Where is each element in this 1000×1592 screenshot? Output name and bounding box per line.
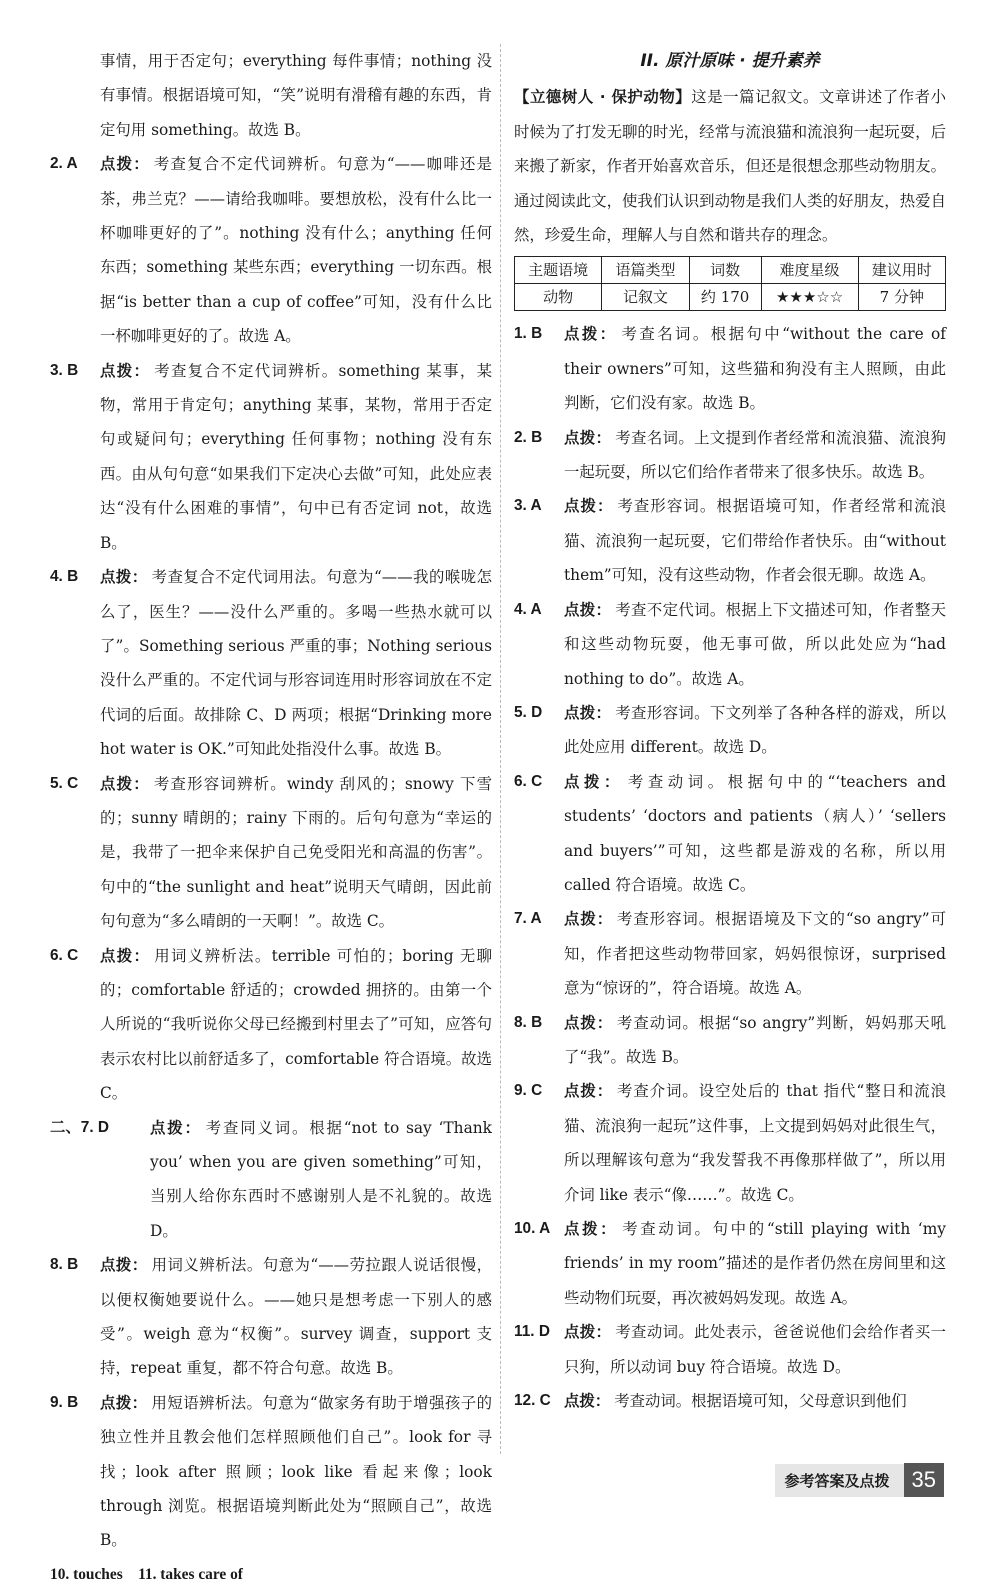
answer-text: 考查不定代词。根据上下文描述可知，作者整天和这些动物玩耍，他无事可做，所以此处应为“had nothing to do”。故选 A。 [564,600,946,688]
answer-number: 3. A [514,497,542,515]
answer-tag: 点拨： [564,1323,612,1342]
answer-number: 9. B [50,1393,79,1411]
answer-item [514,696,946,765]
answer-item [514,489,946,592]
answer-tag: 点拨： [564,1220,619,1238]
answer-text: 考查动词。句中的“still playing with ‘my friends’ in my room”描述的是作者仍然在房间里和这些动物们玩耍，再次被妈妈发现。故选 A。 [564,1220,946,1307]
answer-text: 考查形容词。根据语境及下文的“so angry”可知，作者把这些动物带回家，妈妈很惊讶，surprised 意为“惊讶的”，符合语境。故选 A。 [564,910,946,998]
answer-text: 考查形容词辨析。windy 刮风的；snowy 下雪的；sunny 晴朗的；rainy 下雨的。后句句意为“幸运的是，我带了一把伞来保护自己免受阳光和高温的伤害”。句中的“the sunlight and heat”说明天气晴朗，因此前句句意为“多么晴朗的一天啊！”。故选 C。 [100,774,492,931]
answer-item [50,1111,492,1249]
answer-number: 4. A [514,600,542,618]
answer-item [514,1384,946,1418]
answer-item [514,1212,946,1315]
answer-number: 2. B [514,428,543,446]
answer-item [514,1006,946,1075]
table-header-cell: 词数 [689,257,761,284]
answer-item [514,1074,946,1212]
answer-item [50,1248,492,1386]
answer-tag: 点拨： [564,325,618,344]
table-header-cell: 语篇类型 [602,257,689,284]
footer-label: 参考答案及点拨 [775,1464,904,1497]
answer-text: 考查名词。根据句中“without the care of their owners”可知，这些猫和狗没有主人照顾，由此判断，它们没有家。故选 B。 [564,325,946,413]
answer-text: 用词义辨析法。句意为“——劳拉跟人说话很慢，以便权衡她要说什么。——她只是想考虑一下别人的感受”。weigh 意为“权衡”。survey 调查，support 支持，repeat 重复，都不符合句意。故选 B。 [100,1256,492,1378]
answer-number: 9. C [514,1082,543,1100]
answer-tag: 点拨： [564,1392,611,1411]
answer-text: 考查介词。设空处后的 that 指代“整日和流浪猫、流浪狗一起玩”这件事，上文提到妈妈对此很生气，所以理解该句意为“我发誓我不再像那样做了”，所以用介词 like 表示“像……”。故选 C。 [564,1082,946,1204]
answer-tag: 点拨： [564,703,612,722]
table-header-cell: 难度星级 [761,257,858,284]
table-header-cell: 建议用时 [858,257,945,284]
theme-badge: 【立德树人 · 保护动物】 [514,88,692,107]
answer-item [514,902,946,1005]
answer-tag: 点拨： [564,910,614,929]
answer-item [50,560,492,766]
section-title: II. 原汁原味 · 提升素养 [640,51,820,71]
answer-text: 考查形容词。根据语境可知，作者经常和流浪猫、流浪狗一起玩耍，它们带给作者快乐。由“without them”可知，没有这些动物，作者会很无聊。故选 A。 [564,497,946,585]
answer-item [50,939,492,1111]
answer-tag: 点拨： [564,428,612,447]
answer-number: 8. B [514,1013,543,1031]
answer-number: 12. C [514,1392,551,1410]
answer-tag: 点拨： [150,1118,202,1137]
answer-item [50,767,492,939]
answer-number: 2. A [50,155,78,173]
answer-text: 用词义辨析法。terrible 可怕的；boring 无聊的；comfortable 舒适的；crowded 拥挤的。由第一个人所说的“我听说你父母已经搬到村里去了”可知，应答句表示农村比以前舒适多了，comfortable 符合语境。故选 C。 [100,946,492,1103]
answer-number: 10. A [514,1220,551,1237]
answer-tag: 点拨： [564,1013,614,1032]
page-number: 35 [904,1463,944,1497]
answer-tag: 点拨： [100,774,150,793]
answer-text: 考查动词。根据“so angry”判断，妈妈那天吼了“我”。故选 B。 [564,1013,946,1066]
answer-tag: 点拨： [100,1393,148,1412]
answer-tag: 点拨： [564,600,612,619]
passage-intro [514,80,946,252]
answer-number: 6. C [50,946,79,964]
left-answer-list [50,147,492,1558]
page-footer [775,1463,945,1497]
answer-text: 考查动词。根据语境可知，父母意识到他们 [614,1392,907,1411]
table-cell: 7 分钟 [858,284,945,311]
continued-paragraph: 事情，用于否定句；everything 每件事情；nothing 没有事情。根据语境可知，“笑”说明有滑稽有趣的东西，肯定句用 something。故选 B。 [100,52,492,139]
answer-text: 考查名词。上文提到作者经常和流浪猫、流浪狗一起玩耍，所以它们给作者带来了很多快乐。故选 B。 [564,428,946,482]
column-divider [500,44,501,1454]
answer-number: 7. A [514,910,542,928]
answer-text: 考查动词。此处表示，爸爸说他们会给作者买一只狗，所以动词 buy 符合语境。故选 D。 [564,1323,946,1376]
answer-item [514,421,946,490]
answer-text: 考查复合不定代词辨析。句意为“——咖啡还是茶，弗兰克？——请给我咖啡。要想放松，没有什么比一杯咖啡更好的了”。nothing 没有什么；anything 任何东西；something 某些东西；everything 一切东西。根据“is better than a cup of coffee”可知，没有什么比一杯咖啡更好的了。故选 A。 [100,155,492,346]
fill-in-answers: 10. touches 11. takes care of [50,1565,243,1583]
table-cell: 记叙文 [602,284,689,311]
left-column [50,44,492,1592]
answer-tag: 点拨： [100,155,150,174]
answer-item [514,317,946,420]
answer-tag: 点拨： [564,772,624,791]
answer-tag: 点拨： [564,1082,614,1101]
answer-item [50,147,492,353]
answer-number: 3. B [50,361,79,379]
table-row [515,284,946,311]
table-header-row [515,257,946,284]
answer-number: 5. D [514,703,543,721]
answer-text: 考查动词。根据句中的“‘teachers and students’ ‘doctors and patients（病人）’ ‘sellers and buyers’”可知，这些都是游戏的名称，所以用 called 符合语境。故选 C。 [564,772,946,894]
answer-tag: 点拨： [100,1256,148,1275]
table-header-cell: 主题语境 [515,257,602,284]
answer-text: 用短语辨析法。句意为“做家务有助于增强孩子的独立性并且教会他们怎样照顾他们自己”。look for 寻找；look after 照顾；look like 看起来像；look through 浏览。根据语境判断此处为“照顾自己”，故选 B。 [100,1393,492,1550]
answer-item [514,1315,946,1384]
passage-info-table [514,256,946,311]
answer-number: 11. D [514,1323,550,1341]
answer-text: 考查复合不定代词辨析。something 某事，某物，常用于肯定句；anything 某事，某物，常用于否定句或疑问句；everything 任何事物；nothing 没有东西。由从句句意“如果我们下定决心去做”可知，此处应表达“没有什么困难的事情”，句中已有否定词 not，故选 B。 [100,361,492,552]
answer-number: 6. C [514,772,543,790]
answer-text: 考查复合不定代词用法。句意为“——我的喉咙怎么了，医生？——没什么严重的。多喝一些热水就可以了”。Something serious 严重的事；Nothing serious 没什么严重的。不定代词与形容词连用时形容词放在不定代词的后面。故排除 C、D 两项；根据“Drinking more hot water is OK.”可知此处指没什么事。故选 B。 [100,568,492,759]
answer-item [50,1386,492,1558]
answer-tag: 点拨： [100,361,151,380]
answer-item [514,765,946,903]
answer-tag: 点拨： [100,568,148,587]
answer-number: 5. C [50,774,79,792]
table-cell: ★★★☆☆ [761,284,858,311]
answer-tag: 点拨： [100,946,151,965]
answer-text: 考查同义词。根据“not to say ‘Thank you’ when you are given something”可知，当别人给你东西时不感谢别人是不礼貌的。故选 D。 [150,1118,492,1240]
answer-tag: 点拨： [564,497,614,516]
answer-item [50,354,492,560]
right-column [514,44,946,1418]
answer-item [514,593,946,696]
table-cell: 约 170 [689,284,761,311]
answer-number: 8. B [50,1256,79,1274]
right-answer-list [514,317,946,1418]
answer-number: 1. B [514,325,543,343]
answer-number: 4. B [50,568,79,586]
answer-number: 二、7. D [50,1118,110,1136]
table-cell: 动物 [515,284,602,311]
intro-text: 这是一篇记叙文。文章讲述了作者小时候为了打发无聊的时光，经常与流浪猫和流浪狗一起玩耍，后来搬了新家，作者开始喜欢音乐，但还是很想念那些动物朋友。通过阅读此文，使我们认识到动物是我们人类的好朋友，热爱自然，珍爱生命，理解人与自然和谐共存的理念。 [514,88,946,245]
answer-text: 考查形容词。下文列举了各种各样的游戏，所以此处应用 different。故选 D。 [564,703,946,757]
